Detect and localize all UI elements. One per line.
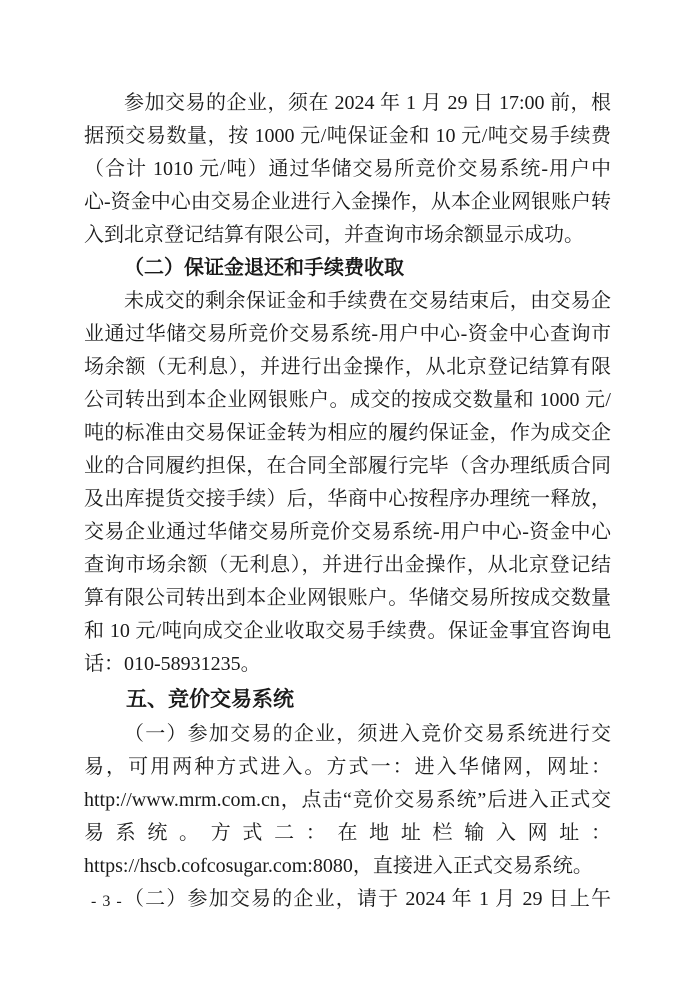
text-segment: ，直接进入正式交易系统。 [352, 855, 593, 877]
document-body [84, 87, 611, 916]
paragraph-margin-deposit: 参加交易的企业，须在 2024 年 1 月 29 日 17:00 前，根据预交易数量，按 1000 元/吨保证金和 10 元/吨交易手续费（合计 1010 元/吨）通过华储交易所竞价交易系统-用户中心-资金中心由交易企业进行入金操作，从本企业网银账户转入到北京登记结算有限公司，并查询市场余额显示成功。 [84, 92, 611, 246]
heading-deposit-refund: （二）保证金退还和手续费收取 [124, 257, 404, 279]
page-number: - 3 - [91, 893, 123, 910]
paragraph-login-time: （二）参加交易的企业，请于 2024 年 1 月 29 日上午 [124, 888, 611, 910]
url-cofcosugar: https://hscb.cofcosugar.com:8080 [84, 855, 353, 877]
paragraph-refund-rules: 未成交的剩余保证金和手续费在交易结束后，由交易企业通过华储交易所竞价交易系统-用户中心-资金中心查询市场余额（无利息），并进行出金操作，从北京登记结算有限公司转出到本企业网银账户。成交的按成交数量和 1000 元/吨的标准由交易保证金转为相应的履约保证金，作为成交企业的合同履约担保，在合同全部履行完毕（含办理纸质合同及出库提货交接手续）后，华商中心按程序办理统一释放，交易企业通过华储交易所竞价交易系统-用户中心-资金中心查询市场余额（无利息），并进行出金操作，从北京登记结算有限公司转出到本企业网银账户。华储交易所按成交数量和 10 元/吨向成交企业收取交易手续费。保证金事宜咨询电话：010-58931235。 [84, 290, 611, 675]
text-segment: ，点击“竞价交易系统”后进入正式交易系统。方式二：在地址栏输入网址： [84, 789, 611, 844]
paragraph-system-access [84, 718, 611, 883]
text-segment: （一）参加交易的企业，须进入竞价交易系统进行交易，可用两种方式进入。方式一：进入华储网，网址： [84, 723, 611, 778]
heading-bidding-system: 五、竞价交易系统 [126, 688, 294, 711]
url-mrm: http://www.mrm.com.cn [84, 789, 280, 811]
